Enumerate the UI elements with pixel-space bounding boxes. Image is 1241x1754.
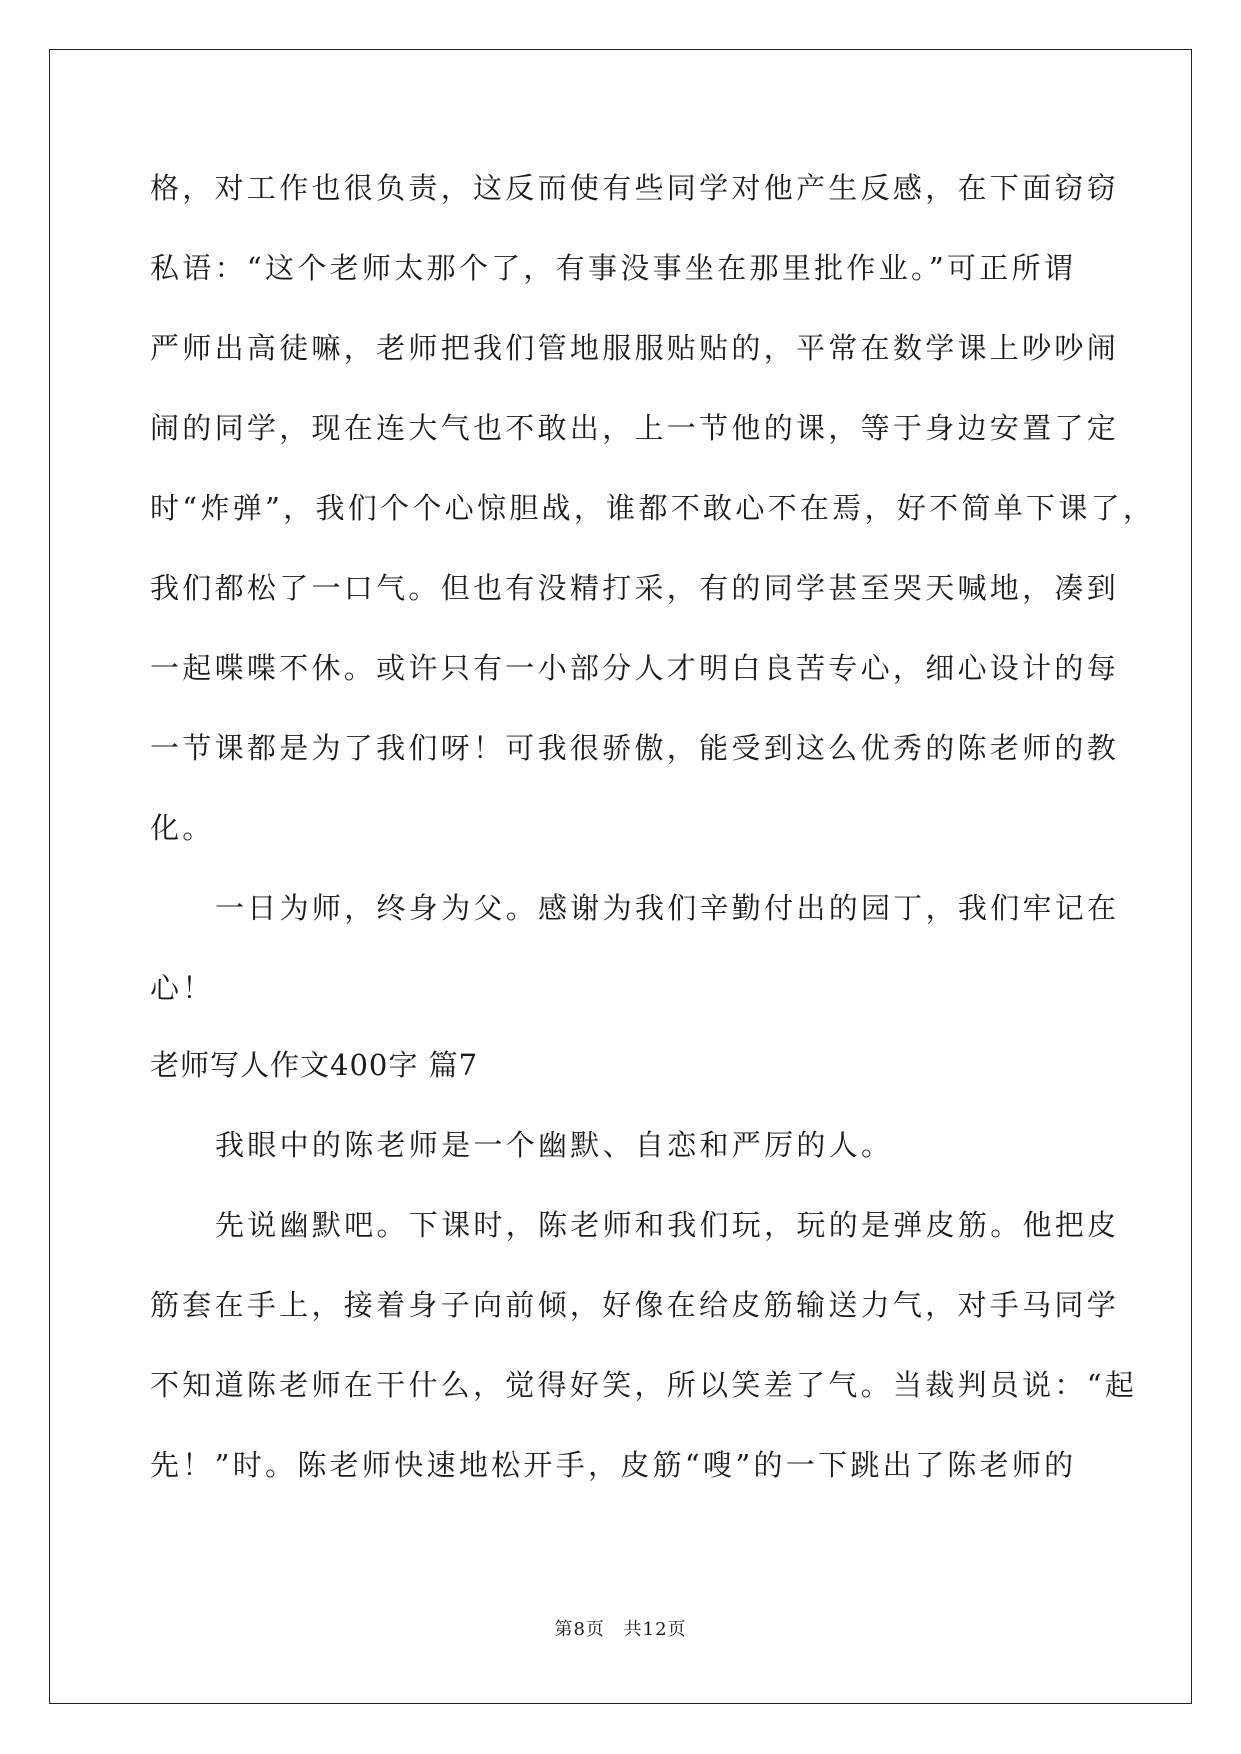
paragraph-line: 时“炸弹”，我们个个心惊胆战，谁都不敢心不在焉，好不简单下课了， bbox=[150, 491, 1156, 525]
paragraph-line: 闹的同学，现在连大气也不敢出，上一节他的课，等于身边安置了定 bbox=[150, 411, 1120, 445]
paragraph-line: 严师出高徒嘛，老师把我们管地服服贴贴的，平常在数学课上吵吵闹 bbox=[150, 331, 1120, 365]
section-heading: 老师写人作文400字 篇7 bbox=[150, 1048, 479, 1082]
paragraph-line: 筋套在手上，接着身子向前倾，好像在给皮筋输送力气，对手马同学 bbox=[150, 1288, 1120, 1322]
paragraph-line: 心！ bbox=[150, 971, 215, 1005]
paragraph-line: 格，对工作也很负责，这反而使有些同学对他产生反感，在下面窃窃 bbox=[150, 171, 1120, 205]
paragraph-line: 我眼中的陈老师是一个幽默、自恋和严厉的人。 bbox=[215, 1128, 894, 1162]
paragraph-line: 先说幽默吧。下课时，陈老师和我们玩，玩的是弹皮筋。他把皮 bbox=[215, 1208, 1120, 1242]
paragraph-line: 一节课都是为了我们呀！可我很骄傲，能受到这么优秀的陈老师的教 bbox=[150, 731, 1120, 765]
paragraph-line: 化。 bbox=[150, 811, 215, 845]
paragraph-line: 私语：“这个老师太那个了，有事没事坐在那里批作业。”可正所谓 bbox=[150, 251, 1077, 285]
page-total: 共12页 bbox=[623, 1619, 687, 1640]
page-footer bbox=[0, 1618, 1241, 1642]
page-number: 第8页 bbox=[554, 1619, 605, 1640]
paragraph-line: 我们都松了一口气。但也有没精打采，有的同学甚至哭天喊地，凑到 bbox=[150, 571, 1120, 605]
paragraph-line: 不知道陈老师在干什么，觉得好笑，所以笑差了气。当裁判员说：“起 bbox=[150, 1368, 1138, 1402]
paragraph-line: 一日为师，终身为父。感谢为我们辛勤付出的园丁，我们牢记在 bbox=[215, 891, 1120, 925]
paragraph-line: 先！”时。陈老师快速地松开手，皮筋“嗖”的一下跳出了陈老师的 bbox=[150, 1448, 1077, 1482]
paragraph-line: 一起喋喋不休。或许只有一小部分人才明白良苦专心，细心设计的每 bbox=[150, 651, 1120, 685]
